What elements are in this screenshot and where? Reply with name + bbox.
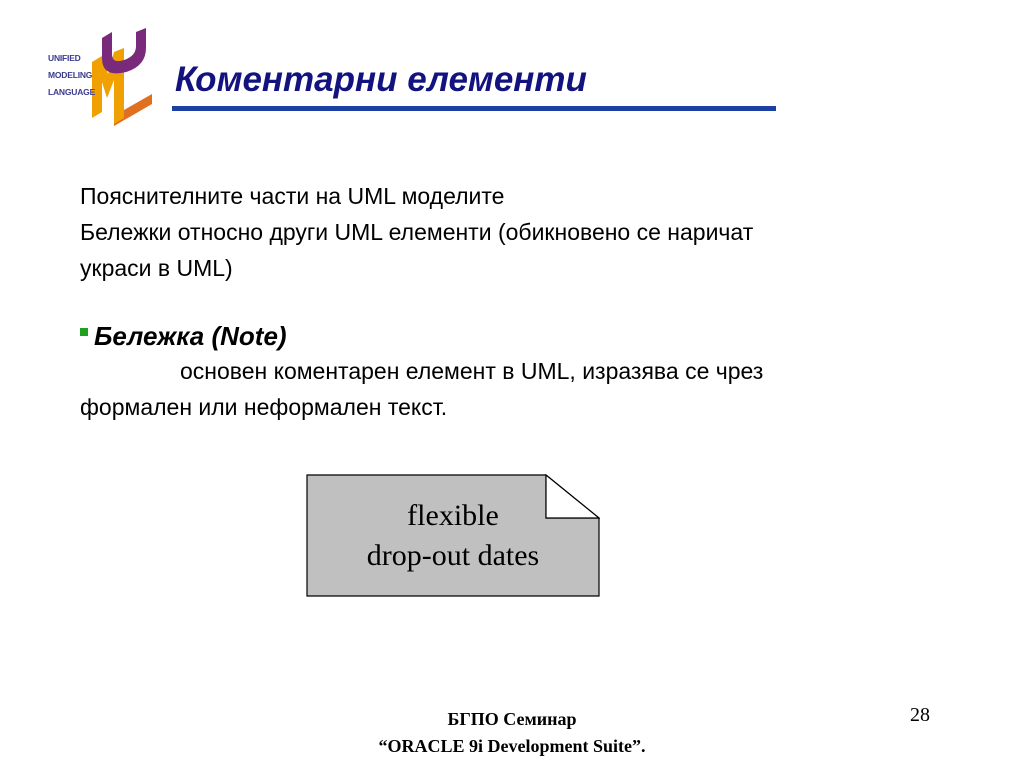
slide-footer <box>312 706 712 760</box>
intro-line-2: Бележки относно други UML елементи (обикновено се наричат <box>80 219 754 245</box>
bullet-label-note: Note <box>220 321 278 351</box>
intro-text <box>80 178 940 286</box>
note-text-line-2: drop-out dates <box>366 539 540 572</box>
logo-word-unified: UNIFIED <box>48 53 81 63</box>
note-text-line-1: flexible <box>407 499 499 532</box>
uml-note-example <box>306 474 600 597</box>
bullet-label-prefix: Бележка ( <box>94 321 221 351</box>
footer-line-1: БГПО Семинар <box>447 709 577 729</box>
slide-title: Коментарни елементи <box>175 60 587 99</box>
footer-line-2: “ORACLE 9i Development Suite”. <box>378 736 646 756</box>
square-bullet-icon <box>80 328 88 336</box>
page-number: 28 <box>910 704 930 726</box>
bullet-label-suffix: ) <box>277 321 287 351</box>
definition-line-2: формален или неформален текст. <box>80 394 448 420</box>
note-text <box>306 496 600 576</box>
note-bullet-heading <box>80 318 287 354</box>
note-definition <box>80 353 960 425</box>
title-underline <box>172 106 776 111</box>
intro-line-1: Пояснителните части на UML моделите <box>80 183 505 209</box>
intro-line-3: украси в UML) <box>80 255 233 281</box>
logo-word-modeling: MODELING <box>48 70 93 80</box>
uml-logo <box>44 28 160 126</box>
logo-word-language: LANGUAGE <box>48 87 96 97</box>
definition-line-1: основен коментарен елемент в UML, изразява се чрез <box>180 358 764 384</box>
logo-wordmark <box>48 50 94 101</box>
